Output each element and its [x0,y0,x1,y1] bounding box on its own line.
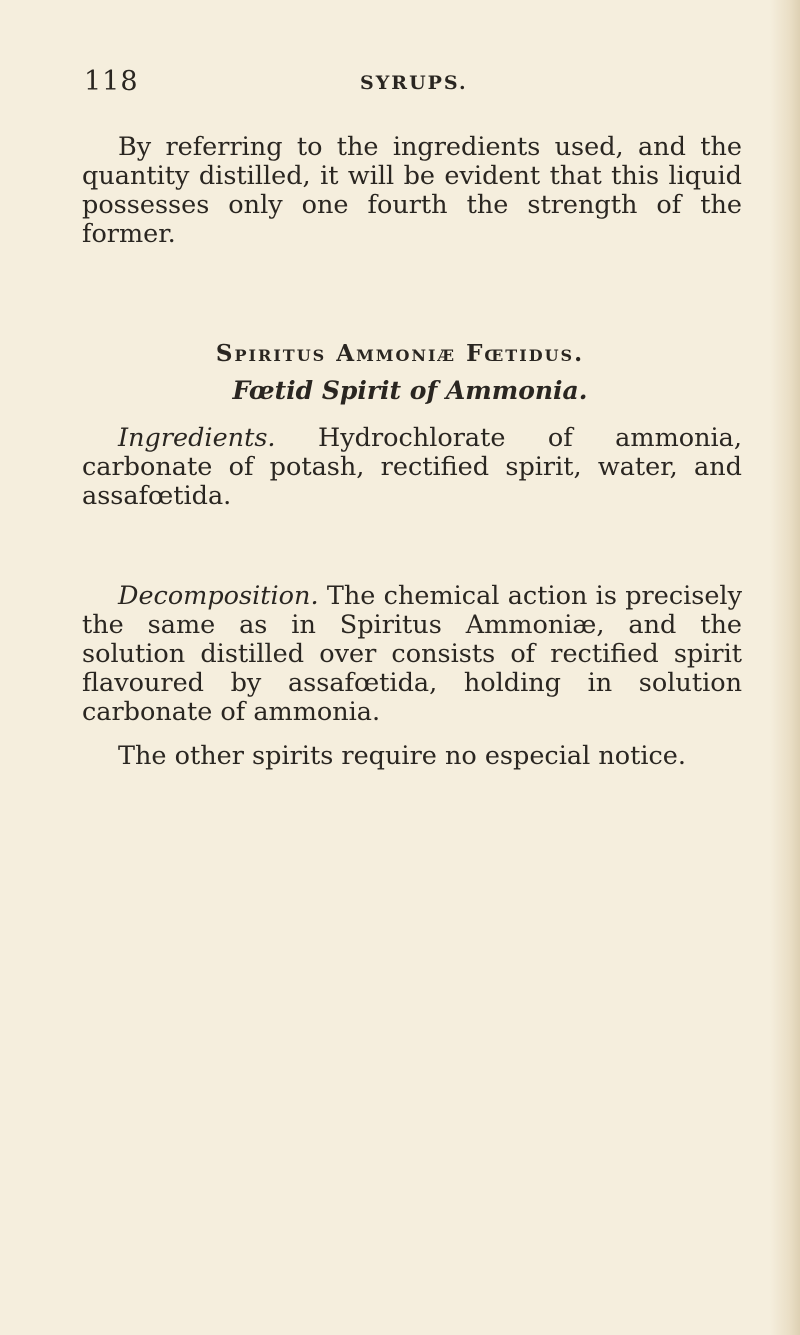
section-title: Spiritus Ammoniæ Fœtidus. [215,340,585,367]
page-header [84,66,744,106]
section-subtitle: Fœtid Spirit of Ammonia. [232,376,588,405]
closing-paragraph: The other spirits require no especial notice. [118,741,686,771]
decomposition-label: Decomposition. [118,581,319,611]
decomposition-paragraph [82,582,742,727]
ingredients-text: Hydrochlorate of ammonia, carbonate of potash, rectified spirit, water, and assafœtida. [82,423,742,511]
page-number: 118 [84,66,139,97]
decomposition-text: The chemical action is precisely the same as in Spiritus Ammoniæ, and the solution distilled over consists of rectified spirit flavoured by assafœtida, holding in solution carbonate of ammonia. [82,581,742,727]
ingredients-paragraph [82,424,742,511]
running-head: SYRUPS. [360,72,468,94]
ingredients-label: Ingredients. [118,423,276,453]
paragraph-intro: By referring to the ingredients used, and the quantity distilled, it will be evident that this liquid possesses only one fourth the strength of the former. [82,132,742,249]
